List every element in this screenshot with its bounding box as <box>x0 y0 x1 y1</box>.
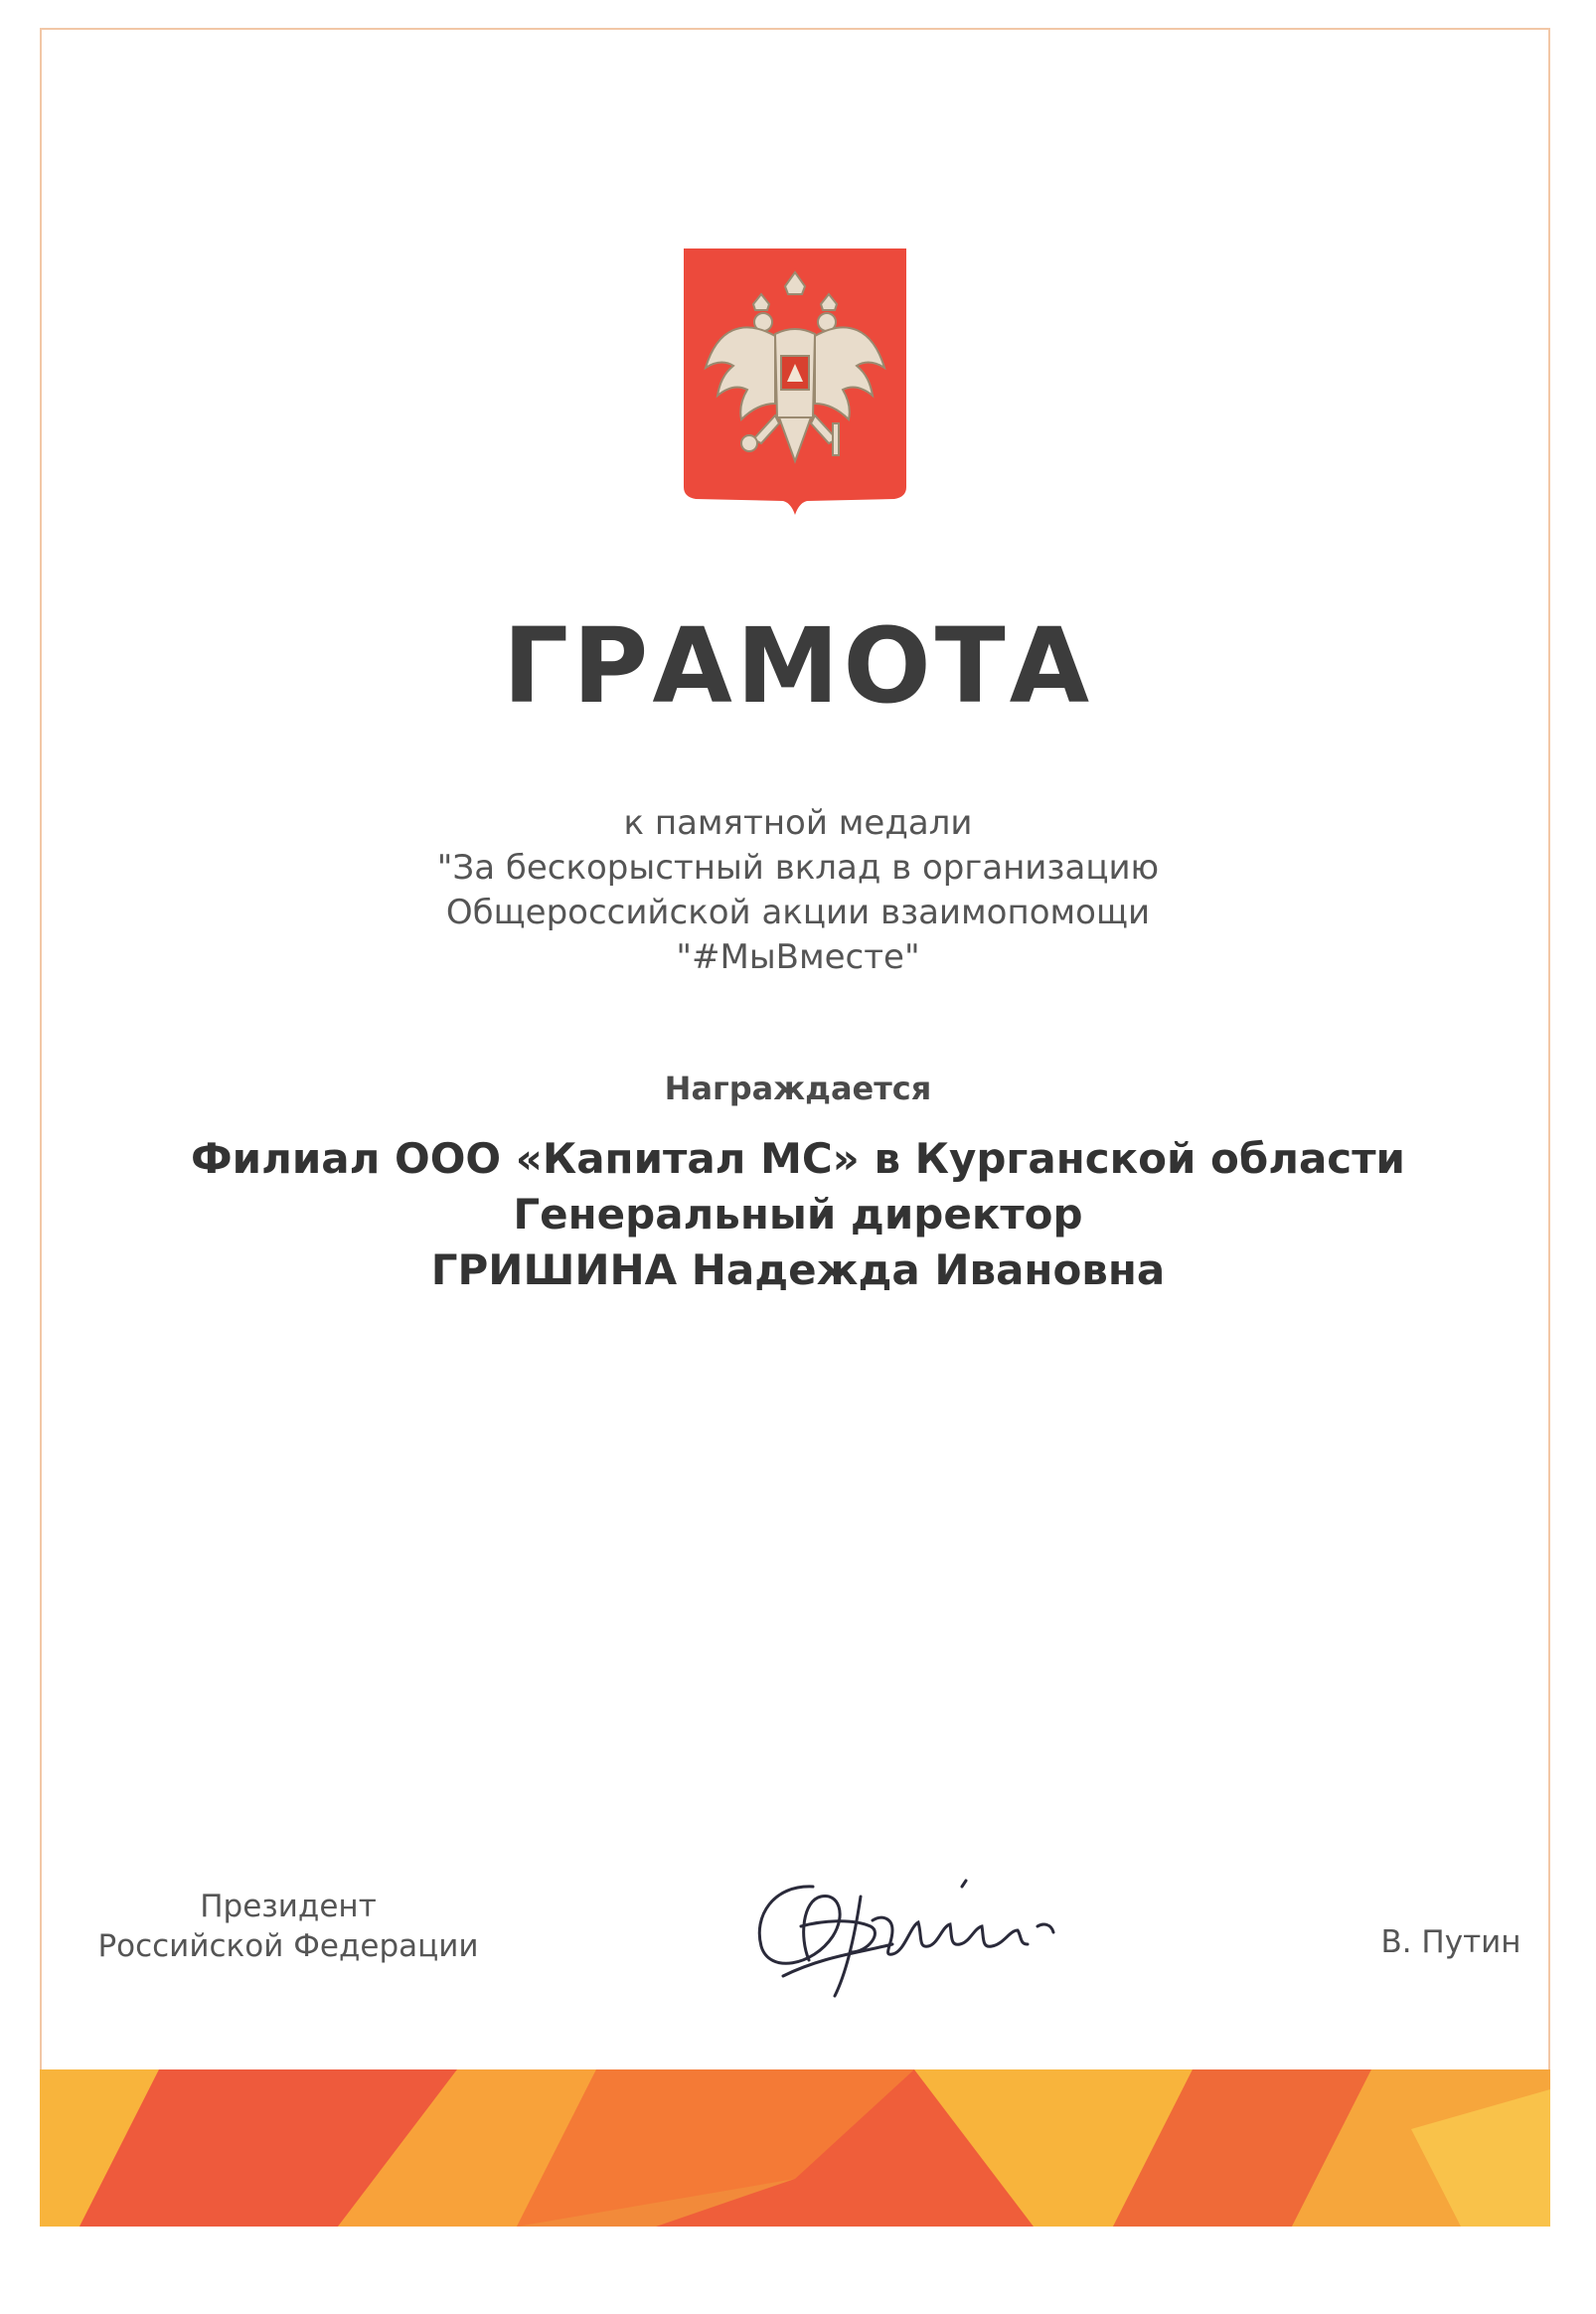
decorative-bottom-band <box>40 2069 1550 2227</box>
subtitle-line: Общероссийской акции взаимопомощи <box>445 893 1151 932</box>
subtitle-line: "За бескорыстный вклад в организацию <box>436 848 1160 888</box>
certificate-title: ГРАМОТА <box>502 605 1094 727</box>
signatory-position-line: Российской Федерации <box>97 1928 479 1964</box>
signatory-position <box>70 1887 507 1966</box>
recipient-name: ГРИШИНА Надежда Ивановна <box>430 1245 1166 1294</box>
medal-subtitle <box>0 801 1596 980</box>
subtitle-line: к памятной медали <box>623 803 973 843</box>
handwritten-signature <box>743 1857 1071 2006</box>
coat-of-arms-emblem <box>684 248 906 515</box>
recipient-organization: Филиал ООО «Капитал МС» в Курганской области <box>191 1134 1405 1183</box>
recipient-position: Генеральный директор <box>513 1190 1083 1239</box>
signatory-position-line: Президент <box>200 1889 377 1924</box>
recipient-block <box>0 1131 1596 1298</box>
subtitle-line: "#МыВместе" <box>676 937 920 977</box>
signatory-name: В. Путин <box>1380 1924 1521 1960</box>
awarded-label: Награждается <box>664 1070 932 1107</box>
